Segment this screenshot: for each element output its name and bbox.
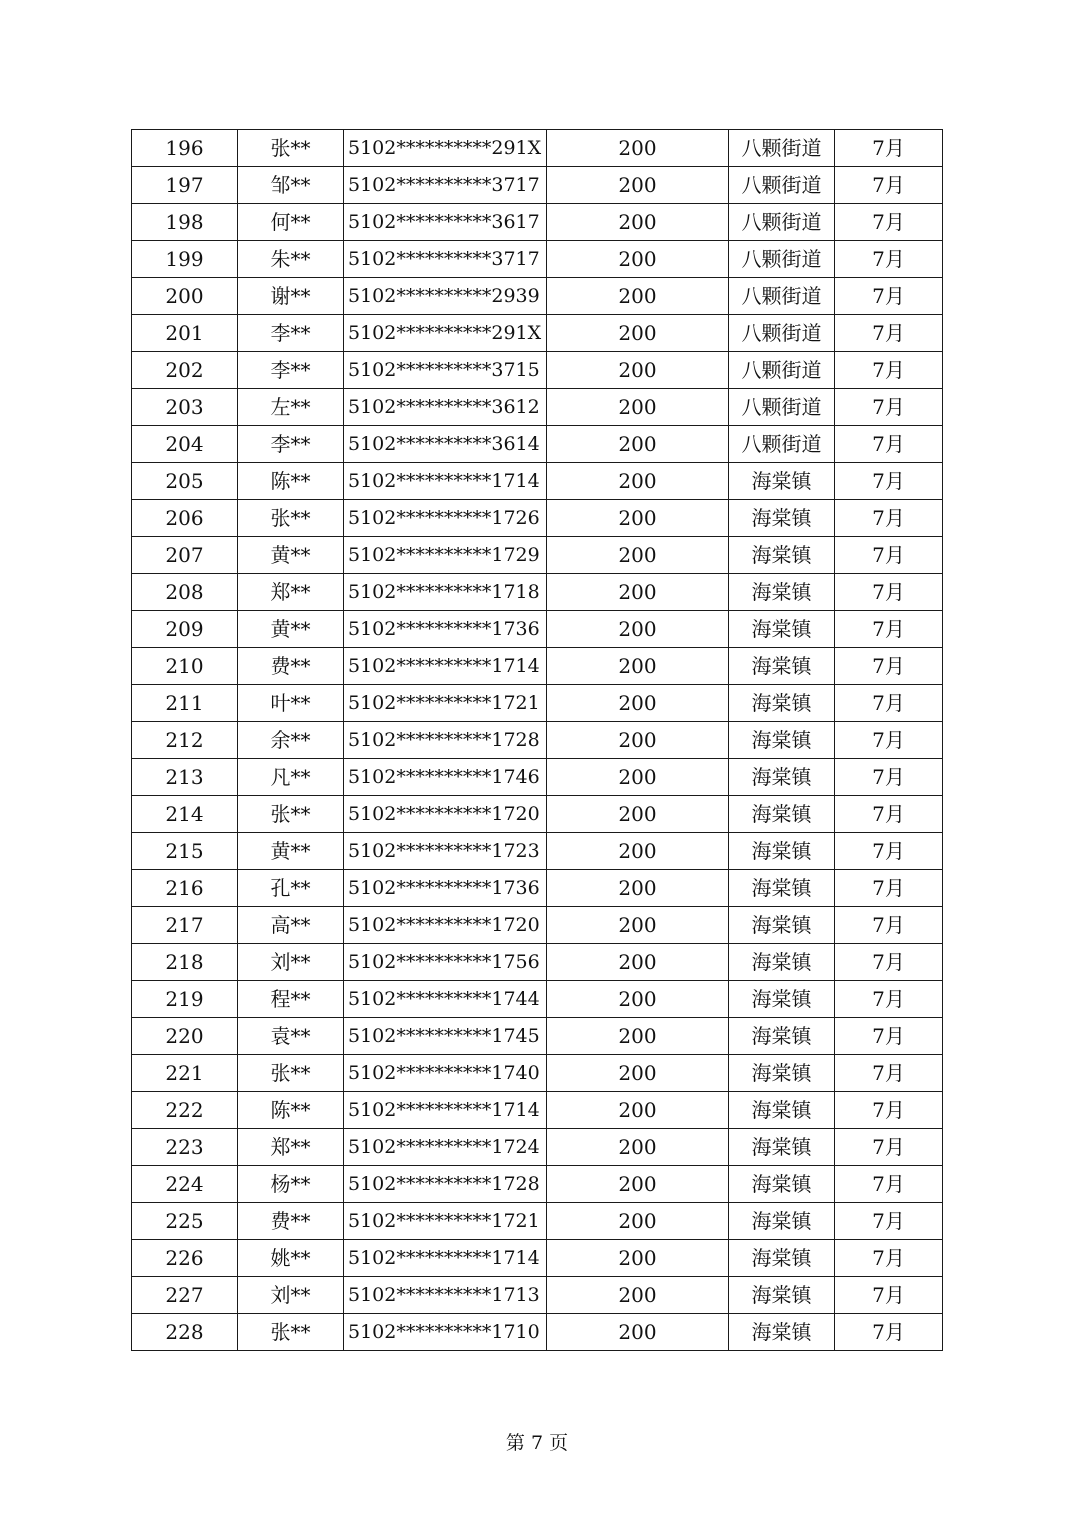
table-row	[132, 907, 943, 944]
area-cell: 海棠镇	[729, 833, 835, 870]
table-row	[132, 1018, 943, 1055]
area-cell: 海棠镇	[729, 1092, 835, 1129]
row-number-cell: 202	[132, 352, 238, 389]
area-cell: 八颗街道	[729, 278, 835, 315]
month-cell: 7月	[835, 167, 943, 204]
id-number-cell: 5102**********1744	[344, 981, 547, 1018]
area-cell: 海棠镇	[729, 759, 835, 796]
id-number-cell: 5102**********291X	[344, 315, 547, 352]
row-number-cell: 225	[132, 1203, 238, 1240]
month-cell: 7月	[835, 833, 943, 870]
area-cell: 海棠镇	[729, 981, 835, 1018]
id-number-cell: 5102**********1713	[344, 1277, 547, 1314]
id-number-cell: 5102**********1721	[344, 685, 547, 722]
row-number-cell: 200	[132, 278, 238, 315]
area-cell: 八颗街道	[729, 389, 835, 426]
row-number-cell: 206	[132, 500, 238, 537]
month-cell: 7月	[835, 722, 943, 759]
month-cell: 7月	[835, 1240, 943, 1277]
id-number-cell: 5102**********1723	[344, 833, 547, 870]
table-row	[132, 1129, 943, 1166]
area-cell: 海棠镇	[729, 1277, 835, 1314]
id-number-cell: 5102**********1720	[344, 907, 547, 944]
table-row	[132, 389, 943, 426]
name-cell: 李**	[238, 426, 344, 463]
id-number-cell: 5102**********1729	[344, 537, 547, 574]
id-number-cell: 5102**********3617	[344, 204, 547, 241]
row-number-cell: 212	[132, 722, 238, 759]
area-cell: 海棠镇	[729, 1018, 835, 1055]
month-cell: 7月	[835, 1203, 943, 1240]
table-row	[132, 1203, 943, 1240]
row-number-cell: 207	[132, 537, 238, 574]
month-cell: 7月	[835, 648, 943, 685]
row-number-cell: 198	[132, 204, 238, 241]
row-number-cell: 204	[132, 426, 238, 463]
row-number-cell: 222	[132, 1092, 238, 1129]
amount-cell: 200	[547, 1129, 729, 1166]
name-cell: 邹**	[238, 167, 344, 204]
id-number-cell: 5102**********1746	[344, 759, 547, 796]
page-number: 第 7 页	[505, 1432, 569, 1454]
row-number-cell: 223	[132, 1129, 238, 1166]
amount-cell: 200	[547, 500, 729, 537]
amount-cell: 200	[547, 1314, 729, 1351]
table-row	[132, 463, 943, 500]
row-number-cell: 197	[132, 167, 238, 204]
table-row	[132, 167, 943, 204]
table-row	[132, 685, 943, 722]
id-number-cell: 5102**********1720	[344, 796, 547, 833]
amount-cell: 200	[547, 574, 729, 611]
table-row	[132, 759, 943, 796]
id-number-cell: 5102**********1714	[344, 648, 547, 685]
table-row	[132, 1055, 943, 1092]
id-number-cell: 5102**********1736	[344, 611, 547, 648]
table-row	[132, 426, 943, 463]
area-cell: 海棠镇	[729, 1240, 835, 1277]
table-row	[132, 1314, 943, 1351]
table-row	[132, 1092, 943, 1129]
table-row	[132, 204, 943, 241]
amount-cell: 200	[547, 389, 729, 426]
row-number-cell: 208	[132, 574, 238, 611]
name-cell: 陈**	[238, 1092, 344, 1129]
name-cell: 孔**	[238, 870, 344, 907]
month-cell: 7月	[835, 981, 943, 1018]
row-number-cell: 210	[132, 648, 238, 685]
name-cell: 左**	[238, 389, 344, 426]
amount-cell: 200	[547, 981, 729, 1018]
month-cell: 7月	[835, 204, 943, 241]
id-number-cell: 5102**********1714	[344, 1240, 547, 1277]
id-number-cell: 5102**********1714	[344, 1092, 547, 1129]
month-cell: 7月	[835, 315, 943, 352]
area-cell: 海棠镇	[729, 907, 835, 944]
area-cell: 八颗街道	[729, 241, 835, 278]
month-cell: 7月	[835, 278, 943, 315]
amount-cell: 200	[547, 722, 729, 759]
row-number-cell: 228	[132, 1314, 238, 1351]
amount-cell: 200	[547, 648, 729, 685]
amount-cell: 200	[547, 1092, 729, 1129]
amount-cell: 200	[547, 1055, 729, 1092]
id-number-cell: 5102**********3717	[344, 167, 547, 204]
name-cell: 李**	[238, 315, 344, 352]
name-cell: 黄**	[238, 833, 344, 870]
row-number-cell: 216	[132, 870, 238, 907]
area-cell: 八颗街道	[729, 130, 835, 167]
name-cell: 杨**	[238, 1166, 344, 1203]
row-number-cell: 218	[132, 944, 238, 981]
area-cell: 海棠镇	[729, 500, 835, 537]
month-cell: 7月	[835, 1314, 943, 1351]
name-cell: 高**	[238, 907, 344, 944]
table-row	[132, 1166, 943, 1203]
table-row	[132, 870, 943, 907]
table-row	[132, 722, 943, 759]
row-number-cell: 196	[132, 130, 238, 167]
area-cell: 海棠镇	[729, 611, 835, 648]
row-number-cell: 226	[132, 1240, 238, 1277]
name-cell: 郑**	[238, 574, 344, 611]
table-body	[132, 130, 943, 1351]
table-row	[132, 796, 943, 833]
month-cell: 7月	[835, 130, 943, 167]
amount-cell: 200	[547, 537, 729, 574]
area-cell: 海棠镇	[729, 722, 835, 759]
amount-cell: 200	[547, 611, 729, 648]
id-number-cell: 5102**********1728	[344, 1166, 547, 1203]
amount-cell: 200	[547, 944, 729, 981]
area-cell: 海棠镇	[729, 537, 835, 574]
month-cell: 7月	[835, 1092, 943, 1129]
month-cell: 7月	[835, 426, 943, 463]
table-row	[132, 1240, 943, 1277]
amount-cell: 200	[547, 426, 729, 463]
amount-cell: 200	[547, 1277, 729, 1314]
id-number-cell: 5102**********3717	[344, 241, 547, 278]
month-cell: 7月	[835, 463, 943, 500]
name-cell: 费**	[238, 1203, 344, 1240]
name-cell: 刘**	[238, 944, 344, 981]
name-cell: 李**	[238, 352, 344, 389]
row-number-cell: 217	[132, 907, 238, 944]
row-number-cell: 221	[132, 1055, 238, 1092]
name-cell: 张**	[238, 130, 344, 167]
table-row	[132, 574, 943, 611]
row-number-cell: 219	[132, 981, 238, 1018]
month-cell: 7月	[835, 1129, 943, 1166]
area-cell: 海棠镇	[729, 574, 835, 611]
area-cell: 海棠镇	[729, 870, 835, 907]
table-row	[132, 278, 943, 315]
id-number-cell: 5102**********1724	[344, 1129, 547, 1166]
name-cell: 刘**	[238, 1277, 344, 1314]
area-cell: 海棠镇	[729, 685, 835, 722]
table-row	[132, 611, 943, 648]
amount-cell: 200	[547, 241, 729, 278]
name-cell: 费**	[238, 648, 344, 685]
name-cell: 谢**	[238, 278, 344, 315]
name-cell: 余**	[238, 722, 344, 759]
table-row	[132, 537, 943, 574]
amount-cell: 200	[547, 463, 729, 500]
row-number-cell: 209	[132, 611, 238, 648]
name-cell: 陈**	[238, 463, 344, 500]
id-number-cell: 5102**********1728	[344, 722, 547, 759]
amount-cell: 200	[547, 278, 729, 315]
month-cell: 7月	[835, 389, 943, 426]
amount-cell: 200	[547, 796, 729, 833]
id-number-cell: 5102**********1736	[344, 870, 547, 907]
amount-cell: 200	[547, 870, 729, 907]
row-number-cell: 224	[132, 1166, 238, 1203]
month-cell: 7月	[835, 500, 943, 537]
name-cell: 叶**	[238, 685, 344, 722]
name-cell: 袁**	[238, 1018, 344, 1055]
id-number-cell: 5102**********3614	[344, 426, 547, 463]
table-row	[132, 648, 943, 685]
amount-cell: 200	[547, 833, 729, 870]
area-cell: 海棠镇	[729, 1203, 835, 1240]
amount-cell: 200	[547, 907, 729, 944]
area-cell: 八颗街道	[729, 426, 835, 463]
area-cell: 八颗街道	[729, 315, 835, 352]
area-cell: 海棠镇	[729, 648, 835, 685]
month-cell: 7月	[835, 611, 943, 648]
name-cell: 黄**	[238, 611, 344, 648]
name-cell: 张**	[238, 500, 344, 537]
table-row	[132, 241, 943, 278]
name-cell: 何**	[238, 204, 344, 241]
row-number-cell: 214	[132, 796, 238, 833]
month-cell: 7月	[835, 1055, 943, 1092]
id-number-cell: 5102**********3612	[344, 389, 547, 426]
id-number-cell: 5102**********1740	[344, 1055, 547, 1092]
id-number-cell: 5102**********1726	[344, 500, 547, 537]
month-cell: 7月	[835, 352, 943, 389]
row-number-cell: 205	[132, 463, 238, 500]
id-number-cell: 5102**********2939	[344, 278, 547, 315]
id-number-cell: 5102**********1721	[344, 1203, 547, 1240]
table-row	[132, 833, 943, 870]
row-number-cell: 199	[132, 241, 238, 278]
id-number-cell: 5102**********3715	[344, 352, 547, 389]
amount-cell: 200	[547, 204, 729, 241]
row-number-cell: 203	[132, 389, 238, 426]
area-cell: 海棠镇	[729, 1314, 835, 1351]
table-row	[132, 315, 943, 352]
area-cell: 海棠镇	[729, 1166, 835, 1203]
name-cell: 张**	[238, 1055, 344, 1092]
id-number-cell: 5102**********1718	[344, 574, 547, 611]
month-cell: 7月	[835, 907, 943, 944]
month-cell: 7月	[835, 944, 943, 981]
month-cell: 7月	[835, 1018, 943, 1055]
area-cell: 海棠镇	[729, 1129, 835, 1166]
row-number-cell: 227	[132, 1277, 238, 1314]
table-row	[132, 130, 943, 167]
amount-cell: 200	[547, 167, 729, 204]
month-cell: 7月	[835, 685, 943, 722]
amount-cell: 200	[547, 685, 729, 722]
month-cell: 7月	[835, 1166, 943, 1203]
area-cell: 海棠镇	[729, 796, 835, 833]
area-cell: 海棠镇	[729, 463, 835, 500]
amount-cell: 200	[547, 1240, 729, 1277]
row-number-cell: 201	[132, 315, 238, 352]
name-cell: 黄**	[238, 537, 344, 574]
month-cell: 7月	[835, 537, 943, 574]
area-cell: 八颗街道	[729, 204, 835, 241]
area-cell: 八颗街道	[729, 352, 835, 389]
amount-cell: 200	[547, 1018, 729, 1055]
name-cell: 姚**	[238, 1240, 344, 1277]
month-cell: 7月	[835, 241, 943, 278]
id-number-cell: 5102**********291X	[344, 130, 547, 167]
name-cell: 张**	[238, 796, 344, 833]
row-number-cell: 213	[132, 759, 238, 796]
month-cell: 7月	[835, 1277, 943, 1314]
amount-cell: 200	[547, 130, 729, 167]
area-cell: 八颗街道	[729, 167, 835, 204]
name-cell: 张**	[238, 1314, 344, 1351]
area-cell: 海棠镇	[729, 1055, 835, 1092]
month-cell: 7月	[835, 796, 943, 833]
month-cell: 7月	[835, 574, 943, 611]
id-number-cell: 5102**********1714	[344, 463, 547, 500]
name-cell: 程**	[238, 981, 344, 1018]
row-number-cell: 220	[132, 1018, 238, 1055]
amount-cell: 200	[547, 1166, 729, 1203]
row-number-cell: 211	[132, 685, 238, 722]
table-row	[132, 944, 943, 981]
id-number-cell: 5102**********1745	[344, 1018, 547, 1055]
amount-cell: 200	[547, 1203, 729, 1240]
table-row	[132, 352, 943, 389]
table-row	[132, 981, 943, 1018]
area-cell: 海棠镇	[729, 944, 835, 981]
data-table	[131, 129, 943, 1351]
table-row	[132, 500, 943, 537]
month-cell: 7月	[835, 870, 943, 907]
amount-cell: 200	[547, 759, 729, 796]
amount-cell: 200	[547, 352, 729, 389]
amount-cell: 200	[547, 315, 729, 352]
name-cell: 朱**	[238, 241, 344, 278]
row-number-cell: 215	[132, 833, 238, 870]
name-cell: 郑**	[238, 1129, 344, 1166]
id-number-cell: 5102**********1756	[344, 944, 547, 981]
table-row	[132, 1277, 943, 1314]
id-number-cell: 5102**********1710	[344, 1314, 547, 1351]
name-cell: 凡**	[238, 759, 344, 796]
month-cell: 7月	[835, 759, 943, 796]
